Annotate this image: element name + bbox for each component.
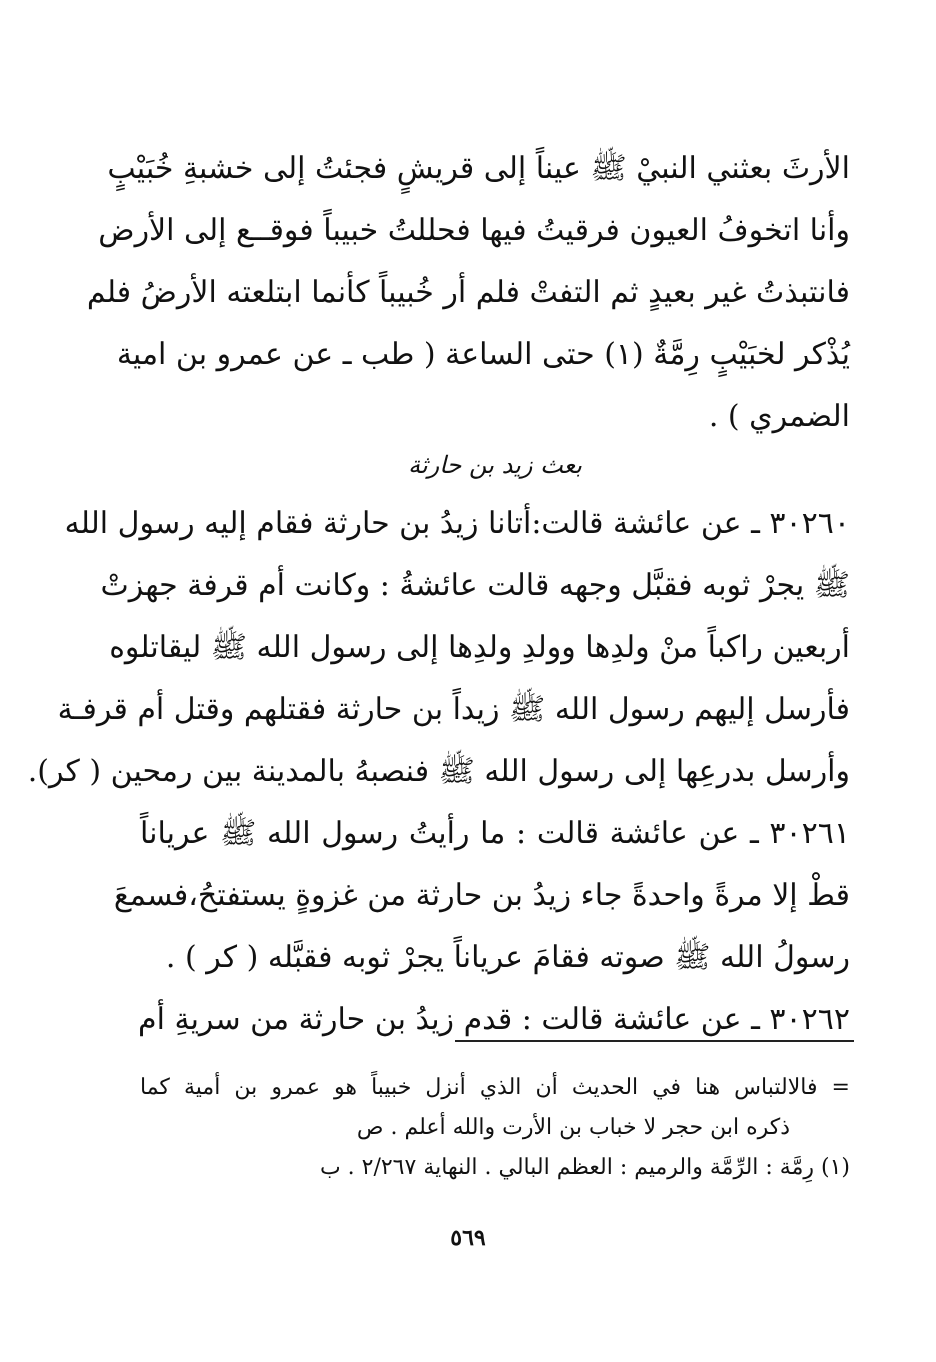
text-line: ﷺ يجرْ ثوبه فقبَّل وجهه قالت عائشةُ : وكانت أم قرفة جهزتْ: [100, 568, 850, 603]
text-line: ٣٠٢٦٠ ـ عن عائشة قالت:أتانا زيدُ بن حارثة فقام إليه رسول الله: [64, 506, 850, 541]
text-line: وأنا اتخوفُ العيون فرقيتُ فيها فحللتُ خبيباً فوقــع إلى الأرض: [98, 213, 850, 248]
text-line: الضمري ) .: [708, 399, 850, 434]
page-number: ٥٦٩: [450, 1225, 486, 1251]
text-line: يُذْكر لخبَيْبٍ رِمَّةٌ (١) حتى الساعة ( طب ـ عن عمرو بن امية: [116, 337, 850, 372]
text-line: فانتبذتُ غير بعيدٍ ثم التفتْ فلم أر خُبيباً كأنما ابتلعته الأرضُ فلم: [86, 275, 850, 310]
text-line: رسولُ الله ﷺ صوته فقامَ عرياناً يجرْ ثوبه فقبَّله ( كر ) .: [165, 940, 850, 975]
text-line: قطْ إلا مرةً واحدةً جاء زيدُ بن حارثة من غزوةٍ يستفتحُ،فسمعَ: [113, 878, 850, 913]
footnote-line: = فالالتباس هنا في الحديث أن الذي أنزل خبيباً هو عمرو بن أمية كما: [140, 1075, 850, 1100]
footnote-separator: [455, 1040, 854, 1042]
text-block-continuation: [86, 138, 850, 448]
text-line: وأرسل بدرعِها إلى رسول الله ﷺ فنصبهُ بالمدينة بين رمحين ( كر).: [27, 754, 850, 789]
text-block-hadiths: [27, 493, 850, 1051]
footnote-line: ذكره ابن حجر لا خباب بن الأرت والله أعلم . ص: [356, 1115, 790, 1140]
text-line: أربعين راكباً منْ ولدِها وولدِ ولدِها إلى رسول الله ﷺ ليقاتلوه: [109, 630, 850, 665]
footnotes: [140, 1068, 850, 1188]
text-line: ٣٠٢٦١ ـ عن عائشة قالت : ما رأيتُ رسول الله ﷺ عرياناً: [140, 816, 850, 851]
text-line: فأرسل إليهم رسول الله ﷺ زيداً بن حارثة فقتلهم وقتل أم قرفـة: [57, 692, 850, 727]
text-line: الأرثَ بعثني النبيْ ﷺ عيناً إلى قريشٍ فجئتُ إلى خشبةِ خُبَيْبٍ: [107, 151, 850, 186]
footnote-line: (١) رِمَّة : الرِّمَّة والرميم : العظم البالي . النهاية ٢/٢٦٧ . ب: [319, 1155, 850, 1180]
text-line: ٣٠٢٦٢ ـ عن عائشة قالت : قدم زيدُ بن حارثة من سريةِ أم: [138, 1002, 850, 1037]
section-title: بعث زيد بن حارثة: [408, 451, 582, 479]
